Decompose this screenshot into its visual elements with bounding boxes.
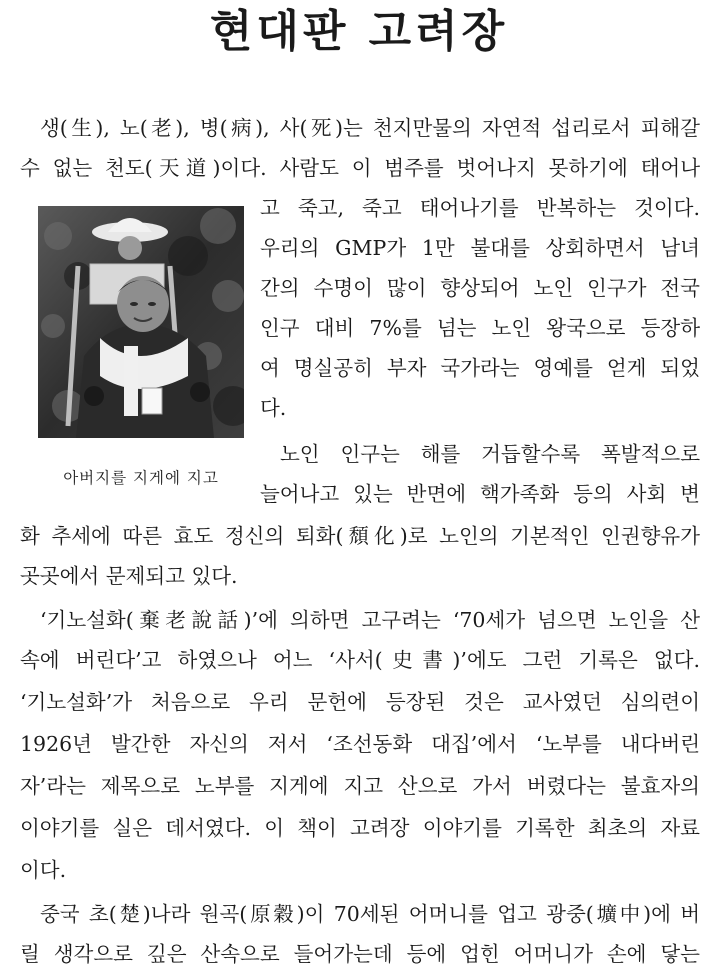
text-line: 화 추세에 따른 효도 정신의 퇴화(頹化)로 노인의 기본적인 인권향유가	[20, 524, 700, 548]
page-title: 현대판 고려장	[209, 6, 509, 57]
text-line: 다.	[260, 396, 287, 420]
text-line: 고 죽고, 죽고 태어나기를 반복하는 것이다.	[260, 196, 700, 220]
text-line: 수 없는 천도(天道)이다. 사람도 이 범주를 벗어나지 못하기에 태어나	[20, 156, 700, 180]
text-line: 자’라는 제목으로 노부를 지게에 지고 산으로 가서 버렸다는 불효자의	[20, 774, 700, 798]
text-line: 생(生), 노(老), 병(病), 사(死)는 천지만물의 자연적 섭리로서 피해갈	[40, 116, 700, 140]
hiker-photo	[38, 206, 244, 438]
photo-caption: 아버지를 지게에 지고	[63, 469, 219, 487]
text-line: 노인 인구는 해를 거듭할수록 폭발적으로	[280, 442, 700, 466]
text-line: 속에 버린다’고 하였으나 어느 ‘사서(史書)’에도 그런 기록은 없다.	[20, 648, 700, 672]
text-line: ‘기노설화(棄老說話)’에 의하면 고구려는 ‘70세가 넘으면 노인을 산	[40, 608, 700, 632]
text-line: 1926년 발간한 자신의 저서 ‘조선동화 대집’에서 ‘노부를 내다버린	[20, 732, 700, 756]
text-line: 늘어나고 있는 반면에 핵가족화 등의 사회 변	[260, 482, 700, 506]
text-line: 우리의 GMP가 1만 불대를 상회하면서 남녀	[260, 236, 700, 260]
text-line: 곳곳에서 문제되고 있다.	[20, 564, 238, 588]
text-line: ‘기노설화’가 처음으로 우리 문헌에 등장된 것은 교사였던 심의련이	[20, 690, 700, 714]
text-line: 여 명실공히 부자 국가라는 영예를 얻게 되었	[260, 356, 700, 380]
text-line: 이다.	[20, 858, 67, 882]
text-line: 중국 초(楚)나라 원곡(原穀)이 70세된 어머니를 업고 광중(壙中)에 버	[40, 902, 700, 926]
text-line: 간의 수명이 많이 향상되어 노인 인구가 전국	[260, 276, 700, 300]
text-line: 인구 대비 7%를 넘는 노인 왕국으로 등장하	[260, 316, 700, 340]
text-line: 이야기를 실은 데서였다. 이 책이 고려장 이야기를 기록한 최초의 자료	[20, 816, 700, 840]
photo-figure	[38, 206, 244, 488]
text-line: 릴 생각으로 깊은 산속으로 들어가는데 등에 업힌 어머니가 손에 닿는	[20, 942, 700, 966]
